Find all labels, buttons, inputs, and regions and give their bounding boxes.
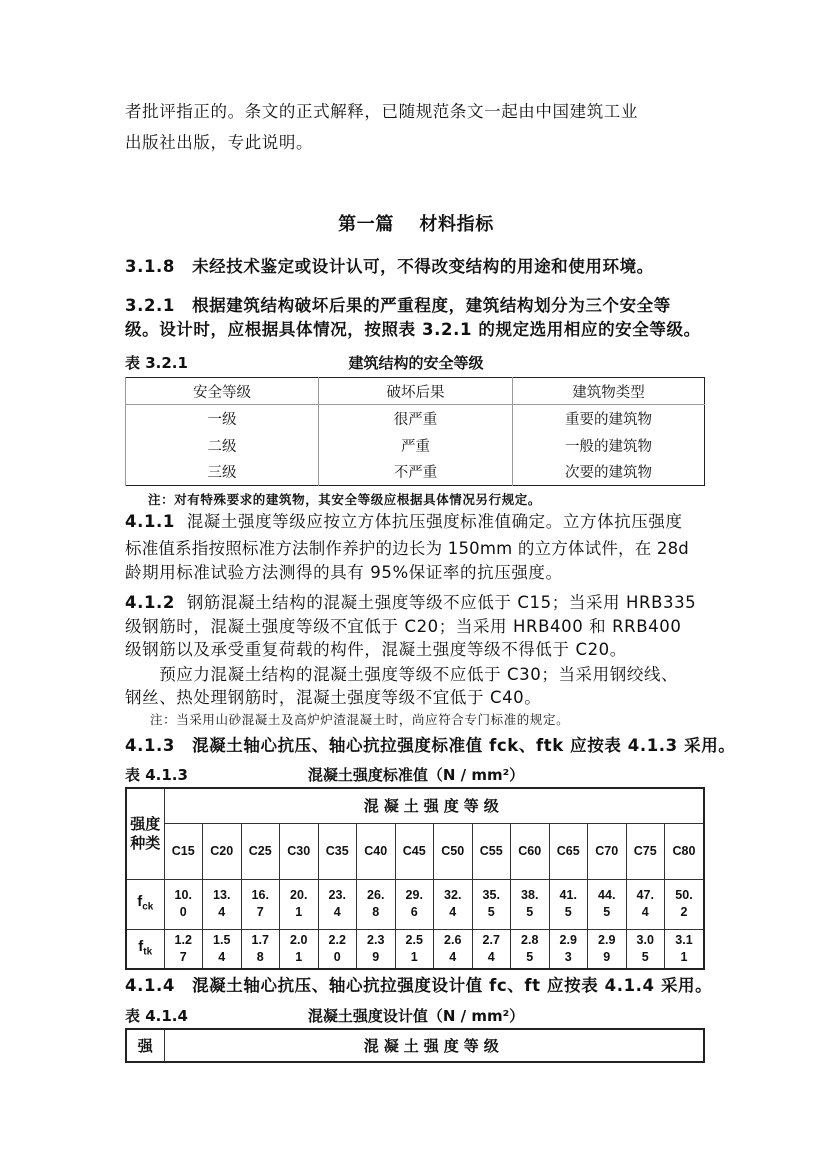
value-text: 1.78 — [251, 932, 269, 964]
value-text: 13.4 — [213, 888, 231, 919]
value-cell — [665, 929, 705, 969]
cell: 重要的建筑物 — [513, 405, 705, 432]
cell: 二级 — [126, 432, 319, 459]
intro-line: 出版社出版，专此说明。 — [125, 133, 314, 152]
row-header: $f_{tk}$ — [126, 929, 164, 969]
grade-header: C50 — [434, 823, 473, 879]
cell: 很严重 — [319, 405, 513, 432]
corner-cell: 强 — [126, 1029, 164, 1062]
concrete-standard-strength-table — [125, 787, 705, 970]
grade-header: C20 — [203, 823, 242, 879]
value-text: 2.85 — [521, 932, 539, 964]
clause-4-1-4: 4.1.4 混凝土轴心抗压、轴心抗拉强度设计值 fc、ft 应按表 4.1.4 采用。 — [125, 976, 713, 995]
clause-text: 级钢筋以及承受重复荷载的构件，混凝土强度等级不得低于 C20。 — [125, 640, 627, 659]
value-text: 16.7 — [251, 888, 269, 919]
grade-header: C70 — [588, 823, 627, 879]
value-text: 2.51 — [405, 932, 423, 964]
value-text: 29.6 — [405, 888, 423, 919]
value-cell — [549, 929, 588, 969]
value-cell — [241, 929, 280, 969]
value-text: 20.1 — [290, 888, 308, 919]
value-text: 32.4 — [444, 888, 462, 919]
value-text: 2.39 — [367, 932, 385, 964]
value-text: 2.99 — [598, 932, 616, 964]
value-text: 2.74 — [482, 932, 500, 964]
value-cell — [665, 879, 705, 929]
header-cell: 建筑物类型 — [513, 378, 705, 405]
value-text: 10.0 — [174, 888, 192, 919]
clause-text: 级钢筋时，混凝土强度等级不宜低于 C20；当采用 HRB400 和 RRB400 — [125, 617, 682, 636]
table-label: 表 4.1.4 — [125, 1007, 188, 1025]
grade-header: C15 — [164, 823, 203, 879]
grade-header: C80 — [665, 823, 705, 879]
value-text: 35.5 — [482, 888, 500, 919]
clause-text: 混凝土强度等级应按立方体抗压强度标准值确定。立方体抗压强度 — [186, 512, 683, 531]
clause-text: 龄期用标准试验方法测得的具有 95%保证率的抗压强度。 — [125, 563, 563, 582]
value-cell — [588, 879, 627, 929]
grade-header: C65 — [549, 823, 588, 879]
value-text: 38.5 — [521, 888, 539, 919]
clause-text: 钢筋混凝土结构的混凝土强度等级不应低于 C15；当采用 HRB335 — [186, 593, 697, 612]
table-title: 混凝土强度标准值（N / mm²） — [307, 766, 525, 784]
value-text: 2.01 — [290, 932, 308, 964]
value-cell — [164, 929, 203, 969]
clause-4-1-3: 4.1.3 混凝土轴心抗压、轴心抗拉强度标准值 fck、ftk 应按表 4.1.3 采用。 — [125, 736, 736, 755]
value-cell — [395, 929, 434, 969]
clause-text: 预应力混凝土结构的混凝土强度等级不应低于 C30；当采用钢绞线、 — [125, 665, 679, 684]
cell: 次要的建筑物 — [513, 459, 705, 486]
header-cell: 破坏后果 — [319, 378, 513, 405]
cell: 严重 — [319, 432, 513, 459]
value-text: 1.27 — [174, 932, 192, 964]
group-header: 混凝土强度等级 — [164, 1029, 704, 1062]
cell: 一级 — [126, 405, 319, 432]
value-cell — [203, 879, 242, 929]
safety-class-table — [125, 377, 705, 486]
value-cell — [549, 879, 588, 929]
clause-text: 标准值系指按照标准方法制作养护的边长为 150mm 的立方体试件，在 28d — [125, 539, 689, 558]
table-label: 表 4.1.3 — [125, 766, 188, 784]
grade-header: C75 — [626, 823, 665, 879]
value-text: 3.05 — [636, 932, 654, 964]
cell: 不严重 — [319, 459, 513, 486]
value-text: 2.64 — [444, 932, 462, 964]
value-cell — [280, 879, 319, 929]
value-text: 47.4 — [636, 888, 654, 919]
value-cell — [395, 879, 434, 929]
value-text: 23.4 — [328, 888, 346, 919]
table-title: 混凝土强度设计值（N / mm²） — [307, 1007, 525, 1025]
grade-header: C25 — [241, 823, 280, 879]
value-cell — [280, 929, 319, 969]
intro-line: 者批评指正的。条文的正式解释，已随规范条文一起由中国建筑工业 — [125, 102, 638, 121]
part-title: 第一篇 材料指标 — [338, 214, 494, 235]
value-cell — [626, 879, 665, 929]
corner-cell: 强度种类 — [126, 788, 164, 879]
clause-3-2-1: 级。设计时，应根据具体情况，按照表 3.2.1 的规定选用相应的安全等级。 — [125, 320, 701, 339]
clause-3-1-8: 3.1.8 未经技术鉴定或设计认可，不得改变结构的用途和使用环境。 — [125, 257, 654, 276]
value-text: 3.11 — [675, 932, 693, 964]
value-text: 2.93 — [559, 932, 577, 964]
clause-note: 注：当采用山砂混凝土及高炉炉渣混凝土时，尚应符合专门标准的规定。 — [150, 712, 570, 727]
table-note: 注：对有特殊要求的建筑物，其安全等级应根据具体情况另行规定。 — [148, 492, 542, 507]
value-cell — [357, 879, 396, 929]
clause-text: 钢丝、热处理钢筋时，混凝土强度等级不宜低于 C40。 — [125, 688, 542, 707]
grade-header: C30 — [280, 823, 319, 879]
value-cell — [434, 929, 473, 969]
value-cell — [203, 929, 242, 969]
group-header: 混凝土强度等级 — [164, 788, 704, 823]
grade-header: C40 — [357, 823, 396, 879]
grade-header: C35 — [318, 823, 357, 879]
value-cell — [241, 879, 280, 929]
value-text: 41.5 — [559, 888, 577, 919]
value-text: 1.54 — [213, 932, 231, 964]
cell: 一般的建筑物 — [513, 432, 705, 459]
grade-header: C55 — [472, 823, 511, 879]
grade-header: C60 — [511, 823, 550, 879]
clause-number: 4.1.1 — [125, 512, 175, 531]
value-cell — [511, 929, 550, 969]
table-label: 表 3.2.1 — [125, 354, 188, 372]
clause-3-2-1: 3.2.1 根据建筑结构破坏后果的严重程度，建筑结构划分为三个安全等 — [125, 296, 671, 315]
value-text: 44.5 — [598, 888, 616, 919]
value-cell — [472, 929, 511, 969]
clause-number: 4.1.2 — [125, 593, 175, 612]
value-cell — [511, 879, 550, 929]
value-cell — [318, 929, 357, 969]
cell: 三级 — [126, 459, 319, 486]
header-cell: 安全等级 — [126, 378, 319, 405]
value-text: 2.20 — [328, 932, 346, 964]
value-cell — [472, 879, 511, 929]
concrete-design-strength-table — [125, 1028, 705, 1063]
value-cell — [588, 929, 627, 969]
value-text: 50.2 — [675, 888, 693, 919]
row-header: $f_{ck}$ — [126, 879, 164, 929]
value-cell — [318, 879, 357, 929]
value-text: 26.8 — [367, 888, 385, 919]
value-cell — [626, 929, 665, 969]
grade-header: C45 — [395, 823, 434, 879]
value-cell — [164, 879, 203, 929]
value-cell — [357, 929, 396, 969]
value-cell — [434, 879, 473, 929]
table-title: 建筑结构的安全等级 — [348, 354, 484, 372]
